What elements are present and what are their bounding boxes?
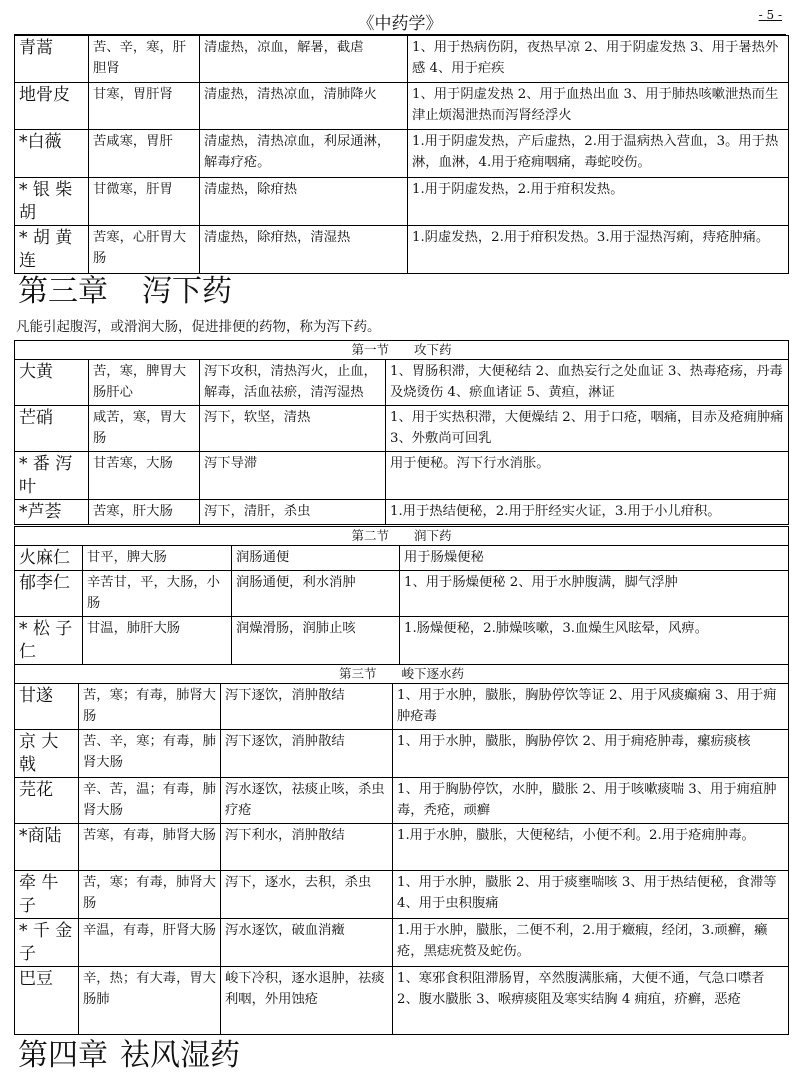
table-row — [15, 730, 789, 778]
herb-use: 1.肠燥便秘，2.肺燥咳嗽，3.血燥生风眩晕，风痹。 — [400, 617, 789, 665]
herb-use: 1.用于阴虚发热，产后虚热，2.用于温病热入营血，3。用于热淋，血淋，4.用于疮痈咽痛，毒蛇咬伤。 — [408, 130, 789, 178]
section-title: 第一节 攻下药 — [15, 341, 789, 360]
table-row — [15, 824, 789, 871]
herb-use: 用于便秘。泻下行水消胀。 — [386, 452, 789, 500]
herb-effect: 泻下，软坚，清热 — [200, 406, 386, 452]
herb-effect: 泻下，逐水，去积，杀虫 — [221, 871, 393, 919]
book-title: 《中药学》 — [357, 14, 443, 34]
herb-nature: 辛温，有毒，肝肾大肠 — [79, 919, 221, 967]
herb-name: * 番 泻叶 — [15, 452, 89, 500]
herb-effect: 润肠通便 — [232, 546, 400, 571]
herb-name: 芫花 — [15, 778, 79, 824]
herb-name: *白薇 — [15, 130, 89, 178]
section-title: 第三节 峻下逐水药 — [15, 665, 789, 684]
table-row — [15, 546, 789, 571]
herb-effect: 清虚热，清热凉血，利尿通淋，解毒疗疮。 — [200, 130, 408, 178]
herb-name: 郁李仁 — [15, 571, 83, 617]
table-row — [15, 571, 789, 617]
herb-effect: 泻下利水，消肿散结 — [221, 824, 393, 871]
herb-name: 火麻仁 — [15, 546, 83, 571]
herb-nature: 苦，寒，脾胃大肠肝心 — [89, 360, 200, 406]
herb-nature: 甘温，肺肝大肠 — [83, 617, 232, 665]
table-row — [15, 617, 789, 665]
herb-nature: 咸苦，寒，胃大肠 — [89, 406, 200, 452]
herb-effect: 润肠通便，利水消肿 — [232, 571, 400, 617]
herb-name: * 松 子仁 — [15, 617, 83, 665]
herb-nature: 甘寒，胃肝肾 — [89, 83, 200, 130]
herb-name: 地骨皮 — [15, 83, 89, 130]
herb-use: 1、用于胸胁停饮，水肿，臌胀 2、用于咳嗽痰喘 3、用于痈疽肿毒，秃疮，顽癣 — [393, 778, 789, 824]
table-row — [15, 919, 789, 967]
herb-effect: 润燥滑肠，润肺止咳 — [232, 617, 400, 665]
herb-nature: 甘平，脾大肠 — [83, 546, 232, 571]
herb-use: 1.用于水肿，臌胀，大便秘结，小便不利。2.用于疮痈肿毒。 — [393, 824, 789, 871]
herb-nature: 苦寒，肝大肠 — [89, 500, 200, 525]
herb-use: 1、用于阴虚发热 2、用于血热出血 3、用于肺热咳嗽泄热而生津止烦渴泄热而泻肾经浮火 — [408, 83, 789, 130]
herb-table-continued — [14, 35, 789, 274]
herb-use: 1.阴虚发热，2.用于疳积发热。3.用于湿热泻痢，痔疮肿痛。 — [408, 226, 789, 274]
herb-effect: 泻水逐饮，祛痰止咳，杀虫疗疮 — [221, 778, 393, 824]
herb-use: 1、用于水肿，臌胀，胸胁停饮等证 2、用于风痰癫痫 3、用于痈肿疮毒 — [393, 684, 789, 730]
herb-effect: 泻水逐饮，破血消癥 — [221, 919, 393, 967]
herb-effect: 清虚热，除疳热，清湿热 — [200, 226, 408, 274]
herb-name: 巴豆 — [15, 967, 79, 1035]
herb-nature: 苦、辛，寒；有毒，肺肾大肠 — [79, 730, 221, 778]
herb-name: * 胡 黄连 — [15, 226, 89, 274]
table-row — [15, 130, 789, 178]
section-table-drastic — [14, 664, 789, 1035]
herb-name: 牵 牛子 — [15, 871, 79, 919]
herb-name: 甘遂 — [15, 684, 79, 730]
herb-nature: 甘微寒，肝胃 — [89, 178, 200, 226]
herb-effect: 泻下逐饮，消肿散结 — [221, 684, 393, 730]
herb-name: 芒硝 — [15, 406, 89, 452]
table-row — [15, 178, 789, 226]
section-header-row — [15, 341, 789, 360]
chapter-label: 第三章 — [18, 274, 108, 309]
table-row — [15, 360, 789, 406]
chapter-name: 祛风湿药 — [120, 1038, 240, 1073]
herb-use: 1、用于水肿，臌胀 2、用于痰壅喘咳 3、用于热结便秘，食滞等 4、用于虫积腹痛 — [393, 871, 789, 919]
herb-use: 1、用于水肿，臌胀，胸胁停饮 2、用于痈疮肿毒，瘰疬痰核 — [393, 730, 789, 778]
table-row — [15, 500, 789, 525]
herb-use: 1.用于水肿，臌胀，二便不利，2.用于癥瘕，经闭，3.顽癣，癞疮，黑痣疣赘及蛇伤。 — [393, 919, 789, 967]
table-row — [15, 967, 789, 1035]
herb-use: 1、用于热病伤阴，夜热早凉 2、用于阴虚发热 3、用于暑热外感 4、用于疟疾 — [408, 36, 789, 83]
herb-name: *商陆 — [15, 824, 79, 871]
herb-use: 1、寒邪食积阻滞肠胃，卒然腹满胀痛，大便不通，气急口噤者 2、腹水臌胀 3、喉痹痰阻及寒实结胸 4 痈疽，疥癣，恶疮 — [393, 967, 789, 1035]
section-table-purgative — [14, 340, 789, 525]
table-row — [15, 83, 789, 130]
section-header-row — [15, 527, 789, 546]
herb-name: 京 大戟 — [15, 730, 79, 778]
herb-effect: 峻下冷积，逐水退肿，祛痰利咽，外用蚀疮 — [221, 967, 393, 1035]
chapter-name: 泻下药 — [142, 274, 232, 309]
herb-nature: 苦寒，有毒，肺肾大肠 — [79, 824, 221, 871]
chapter-heading — [14, 272, 232, 312]
table-row — [15, 226, 789, 274]
chapter-divider — [14, 1034, 788, 1035]
herb-effect: 泻下攻积，清热泻火，止血，解毒，活血祛瘀，清泻湿热 — [200, 360, 386, 406]
herb-name: * 银 柴胡 — [15, 178, 89, 226]
herb-effect: 泻下导滞 — [200, 452, 386, 500]
table-row — [15, 778, 789, 824]
herb-nature: 苦咸寒，胃肝 — [89, 130, 200, 178]
herb-effect: 清虚热，除疳热 — [200, 178, 408, 226]
herb-nature: 辛苦甘，平，大肠，小肠 — [83, 571, 232, 617]
table-row — [15, 36, 789, 83]
herb-nature: 辛、苦，温；有毒，肺肾大肠 — [79, 778, 221, 824]
section-title: 第二节 润下药 — [15, 527, 789, 546]
page-header — [14, 6, 786, 34]
table-row — [15, 406, 789, 452]
section-table-laxative — [14, 526, 789, 665]
chapter-label: 第四章 — [18, 1038, 108, 1073]
page-number: - 5 - — [758, 8, 782, 22]
section-header-row — [15, 665, 789, 684]
herb-use: 1、用于肠燥便秘 2、用于水肿腹满，脚气浮肿 — [400, 571, 789, 617]
herb-effect: 泻下逐饮，消肿散结 — [221, 730, 393, 778]
table-row — [15, 684, 789, 730]
herb-nature: 辛，热；有大毒，胃大肠肺 — [79, 967, 221, 1035]
chapter-intro: 凡能引起腹泻，或滑润大肠，促进排便的药物，称为泻下药。 — [16, 319, 381, 335]
herb-nature: 苦，寒；有毒，肺肾大肠 — [79, 871, 221, 919]
herb-name: 青蒿 — [15, 36, 89, 83]
herb-effect: 泻下，清肝，杀虫 — [200, 500, 386, 525]
herb-use: 1、用于实热积滞，大便燥结 2、用于口疮，咽痛，目赤及疮痈肿痛 3、外敷尚可回乳 — [386, 406, 789, 452]
herb-use: 用于肠燥便秘 — [400, 546, 789, 571]
chapter-heading — [14, 1036, 240, 1076]
table-row — [15, 871, 789, 919]
herb-nature: 甘苦寒，大肠 — [89, 452, 200, 500]
herb-nature: 苦、辛，寒，肝胆肾 — [89, 36, 200, 83]
herb-nature: 苦，寒；有毒，肺肾大肠 — [79, 684, 221, 730]
herb-name: * 千 金子 — [15, 919, 79, 967]
herb-name: 大黄 — [15, 360, 89, 406]
herb-nature: 苦寒，心肝胃大肠 — [89, 226, 200, 274]
herb-use: 1.用于阴虚发热，2.用于疳积发热。 — [408, 178, 789, 226]
herb-use: 1.用于热结便秘，2.用于肝经实火证，3.用于小儿疳积。 — [386, 500, 789, 525]
herb-effect: 清虚热，凉血，解暑，截虐 — [200, 36, 408, 83]
herb-effect: 清虚热，清热凉血，清肺降火 — [200, 83, 408, 130]
herb-use: 1、胃肠积滞，大便秘结 2、血热妄行之处血证 3、热毒疮疡，丹毒及烧烫伤 4、瘀血诸证 5、黄疸，淋证 — [386, 360, 789, 406]
herb-name: *芦荟 — [15, 500, 89, 525]
table-row — [15, 452, 789, 500]
